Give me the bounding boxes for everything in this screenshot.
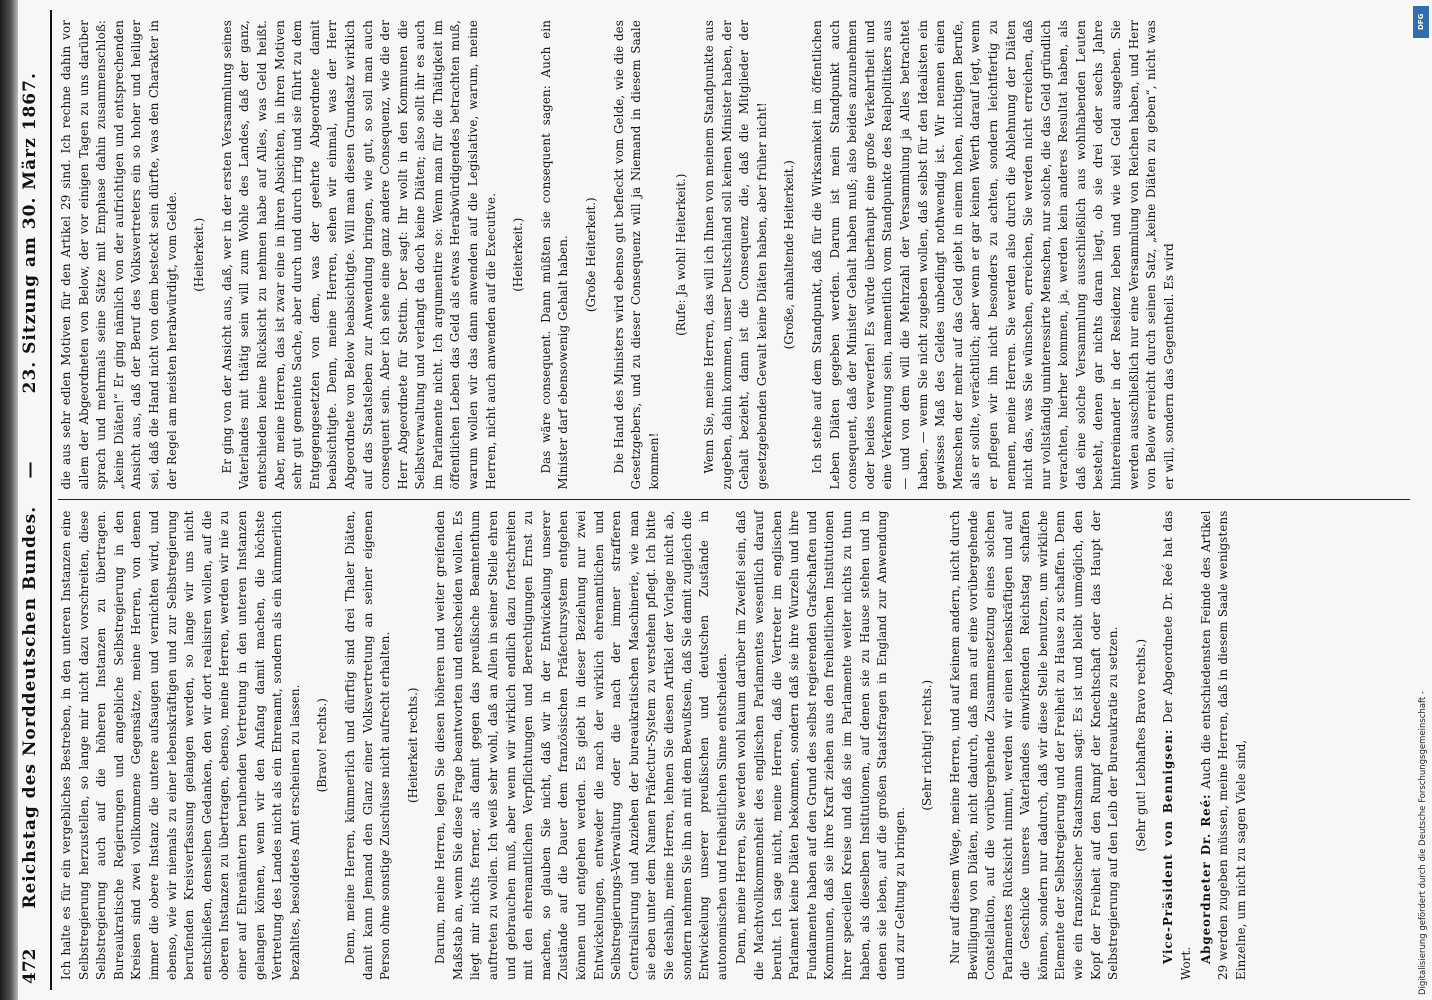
left-column [58, 501, 1410, 991]
paragraph-text: Auch die entschiedensten Feinde des Artikel 29 werden zugeben müssen, meine Herren, daß in diesem Saale wenigstens Einzelne, um nicht zu sagen Viele sind, [1198, 510, 1248, 980]
paragraph-text: Darum, meine Herren, legen Sie diesen höheren und weiter greifenden Maßstab an, wenn Sie diese Frage beantworten und entscheiden wollen. Es liegt mir nichts ferner, als damit gegen das preußische Beamtenthum auftreten zu wollen. Ich weiß sehr wohl, daß an Allen in seiner Stelle ehren und gebrauchen muß, aber wenn wir wirklich endlich dazu fortschreiten mit den ehrenamtlichen Verpflichtungen und Berechtigungen Ernst zu machen, so glauben Sie nicht, daß wir in der Entwickelung unserer Zustände auf die Dauer dem französischen Präfectursystem entgehen können und entgehen werden. Es giebt in dieser Beziehung nur zwei Entwickelungen, entweder die nach der wirklich ehrenamtlichen und Selbstregierungs-Verwaltung oder die nach der immer strafferen Centralisirung und Anziehen der bureaukratischen Maschinerie, wie man sie eben unter dem Namen Präfectur-System zu verstehen pflegt. Ich bitte Sie deshalb, meine Herren, lehnen Sie diesen Artikel der Vorlage nicht ab, sondern nehmen Sie ihn an mit dem Bewußtsein, daß Sie damit zugleich die Entwickelung unserer preußischen und deutschen Zustände in autonomischen und freiheitlichen Sinne entscheiden. [433, 510, 729, 980]
column-divider [58, 500, 1410, 501]
stage-note: (Große Heiterkeit.) [584, 197, 599, 313]
paragraph-text: die aus sehr edlen Motiven für den Artikel 29 sind. Ich rechne dahin vor allem der Abgeordneten von Below, der vor einigen Tagen zu uns darüber sprach und mehrmals seine Sätze mit Emphase dahin zusammenschloß: „keine Diäten!“ Er ging nämlich von der aufrichtigen und entsprechenden Ansicht aus, daß der Beruf des Volksvertreters ein so hoher und heiliger sei, daß die Hand nicht von dem besteckt sein dürfte, was den Charakter in der Regel am meisten herabwürdigt, vom Gelde. [59, 20, 179, 490]
paragraph [432, 511, 731, 981]
paragraph-text: Das wäre consequent. Dann müßten sie consequent sagen: Auch ein Minister darf ebensowenig Gehalt haben. [538, 20, 571, 490]
paragraph-text: Der Abgeordnete Dr. Reé hat das Wort. [1161, 510, 1194, 980]
stage-note: (Heiterkeit.) [511, 217, 526, 292]
paragraph [733, 511, 909, 981]
paragraph [58, 511, 304, 981]
speaker-name: Vice-Präsident von Bennigsen: [1161, 728, 1176, 964]
stage-note: (Heiterkeit rechts.) [405, 687, 420, 803]
speaker-name: Abgeordneter Dr. Reé: [1198, 793, 1213, 964]
running-title-left: Reichstag des Norddeutschen Bundes. [20, 505, 40, 909]
stage-note: (Sehr richtig! rechts.) [920, 679, 935, 811]
stage-note: (Rufe: Ja wohl! Heiterkeit.) [674, 173, 689, 336]
running-title-right: 23. Sitzung am 30. März 1867. [20, 72, 40, 394]
paragraph [342, 511, 395, 981]
paragraph [1160, 511, 1195, 981]
scan-edge-shadow [0, 0, 18, 1000]
stage-note: (Große, anhaltende Heiterkeit.) [782, 160, 797, 350]
digitization-credit: Digitalisierung gefördert durch die Deutsche Forschungsgemeinschaft - [1418, 691, 1428, 995]
paragraph-text: Ich halte es für ein vergebliches Bestreben, in den unteren Instanzen eine Selbstregierung herzustellen, so lange mir nicht dazu vorschreiten, diese Selbstregierung auch auf die höheren Instanzen zu übertragen. Bureaukratische Regierungen und angebliche Selbstregierung in den Kreisen sind zwei vollkommene Gegensätze, meine Herren, von denen immer die obere Instanz die untere aufsaugen und vernichten wird, und ebenso, wie wir niemals zu einer lebenskräftigen und zur Selbstregierung berufenden Kreisverfassung gelangen werden, so lange wir uns nicht entschließen, denselben Gedanken, den wir dort realisiren wollen, auf die oberen Instanzen zu übertragen, ebenso, meine Herren, werden wir nie zu einer auf Ehrenämtern beruhenden Vertretung in den unteren Instanzen gelangen können, wenn wir den Anfang damit machen, die höchste Vertretung des Landes nicht als ein Ehrenamt, sondern als ein kümmerlich bezahltes, besoldetes Amt erscheinen zu lassen. [59, 510, 302, 980]
paragraph-text: Die Hand des Ministers wird ebenso gut befleckt vom Gelde, wie die des Gesetzgebers, und zu dieser Consequenz will ja Niemand in diesem Saale kommen! [611, 20, 661, 490]
paragraph-text: Nur auf diesem Wege, meine Herren, und auf keinem andern, nicht durch Bewilligung von Diäten, nicht dadurch, daß man auf eine vorübergehende Constellation, auf die vorübergehende Zusammensetzung eines solchen Parlamentes Rücksicht nimmt, werden wir einen lebenskräftigen und auf die Geschicke unseres Vaterlandes einwirkenden Reichstag schaffen können, sondern nur dadurch, daß wir diese Stelle benutzen, um wirkliche Elemente der Selbstregierung und der Freiheit zu Hause zu schaffen. Denn wie ein französischer Staatsmann sagt: Es ist und bleibt unmöglich, den Kopf der Freiheit auf den Rumpf der Knechtschaft oder das Haupt der Selbstregierung auf den Leib der Bureaukratie zu setzen. [947, 510, 1121, 980]
paragraph [701, 20, 771, 490]
paragraph [58, 20, 181, 490]
paragraph [538, 20, 573, 490]
header-separator: — [20, 461, 40, 479]
running-header [20, 10, 52, 990]
paragraph-text: Er ging von der Ansicht aus, daß, wer in der ersten Versammlung seines Vaterlandes mit thätig sein will zum Wohle des Landes, daß der ganz, entschieden keine Rücksicht zu nehmen habe auf Alles, was Geld heißt. Aber, meine Herren, das ist zwar eine in ihren Absichten, in ihren Motiven sehr gut gemeinte Sache, aber durch und durch irrig und sie führt zu dem Entgegengesetzten von dem, was der geehrte Abgeordnete damit beabsichtigte. Denn, meine Herren, sehen wir einmal, was der Herr Abgeordnete von Below beabsichtigte. Will man diesen Grundsatz wirklich auf das Staatsleben zur Anwendung bringen, wie gut, so soll man auch consequent sein. Aber ich sehe eine ganz andere Consequenz, wie die der Herr Abgeordnete für Stettin. Der sagt: Ihr wollt in den Kommunen die Selbstverwaltung und verlangt da doch keine Diäten; also sollt ihr es auch im Parlamente nicht. Ich argumentire so: Wenn man für die Thätigkeit im öffentlichen Leben das Geld als etwas Herabwürdigendes betrachten muß, warum wollen wir das dann anwenden auf die Legislative, warum, meine Herren, nicht auch anwenden auf die Executive. [219, 20, 498, 490]
right-column [58, 10, 1410, 500]
paragraph [219, 20, 501, 490]
page-number: 472 [20, 948, 40, 984]
dfg-logo: DFG [1413, 6, 1429, 38]
columns [52, 10, 1410, 990]
paragraph [611, 20, 664, 490]
paragraph-text: Denn, meine Herren, kümmerlich und dürftig sind drei Thaler Diäten, damit kann Jemand den Glanz einer Volksvertretung an seiner eigenen Person ohne sonstige Zuschüsse nicht aufrecht erhalten. [342, 510, 393, 980]
paragraph [947, 511, 1123, 981]
paragraph-text: Denn, meine Herren, Sie werden wohl kaum darüber im Zweifel sein, daß die Machtvollkommenheit des englischen Parlamentes wesentlich darauf beruht. Ich sage nicht, meine Herren, daß die Vertreter im englischen Parlament keine Diäten bekommen, sondern daß sie ihre Wurzeln und ihre Fundamente haben auf den Grund des selbst regierenden Grafschaften und Kommunen, daß sie ihre Kraft ziehen aus den freiheitlichen Institutionen ihrer speciellen Kreise und daß sie im Parlamente weiter nichts zu thun haben, als dieselben Institutionen, auf denen sie zu Hause stehen und in denen sie leben, auf die großen Staatsfragen in England zur Anwendung und zur Geltung zu bringen. [734, 510, 907, 980]
paragraph-text: Ich stehe auf dem Standpunkt, daß für die Wirksamkeit im öffentlichen Leben Diäten gegeben werden. Darum ist mein Standpunkt auch consequent, daß der Minister Gehalt haben muß; also beides anzunehmen oder beides verwerfen! Es würde überhaupt eine große Verkehrtheit und eine Verkennung sein, namentlich vom Standpunkte des Realpolitikers aus — und von dem will die Mehrzahl der Versammlung ja Alles betrachtet haben, — wenn Sie nicht zugeben wollen, daß selbst für den Idealisten ein gewisses Maß des Geldes unbedingt nothwendig ist. Wir nennen einen Menschen der mehr auf das Geld giebt in einem hohen, nichtigen Berufe, als er sollte, verächtlich; aber wenn er gar keinen Werth darauf legt, wenn er pflegen wir ihn nicht besonders zu achten, sondern leichtfertig zu nennen, meine Herren. Sie werden also durch die Ablehnung der Diäten nicht das, was Sie wünschen, erreichen, Sie werden nicht erreichen, daß nur vollständig uninteressirte Menschen, nur solche, die das Geld gründlich verachten, hierher kommen, ja, werden kein anderes Resultat haben, als daß eine solche Versammlung ausschließlich aus wohlhabenden Leuten besteht, denen gar nichts daran liegt, ob sie drei oder sechs Jahre hintereinander in der Residenz leben und wie viel Geld ausgeben. Sie werden ausschließlich nur eine Versammlung von Reichen haben, und Herr von Below erreicht durch seinen Satz, „keine Diäten zu geben“, nicht was er will, sondern das Gegentheil. Es wird [809, 20, 1176, 490]
paragraph-text: Wenn Sie, meine Herren, das will ich Ihnen von meinem Standpunkte aus zugeben, dahin kommen, unser Deutschland soll keinen Minister haben, der Gehalt bezieht, dann ist die Consequenz die, daß die Mitglieder der gesetzgebenden Gewalt keine Diäten haben, aber früher nicht! [702, 20, 769, 490]
stage-note: (Bravo! rechts.) [315, 698, 330, 793]
stage-note: (Heiterkeit.) [192, 217, 207, 292]
paragraph [1198, 511, 1251, 981]
stage-note: (Sehr gut! Lebhaftes Bravo rechts.) [1133, 638, 1148, 852]
rotated-newspaper-page [20, 10, 1410, 990]
paragraph [809, 20, 1178, 490]
